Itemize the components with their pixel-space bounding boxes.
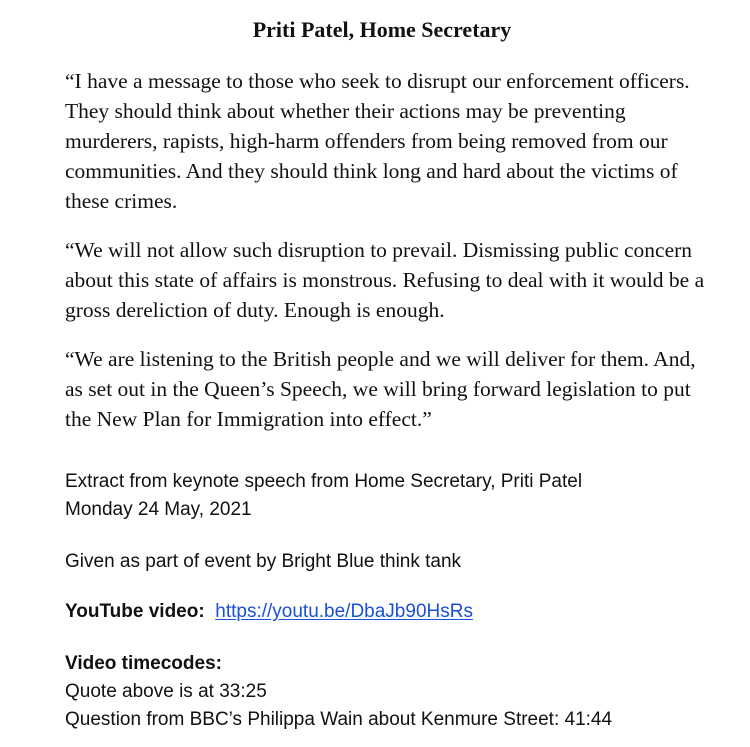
extract-line: Extract from keynote speech from Home Secretary, Priti Patel	[65, 471, 583, 492]
youtube-link[interactable]: https://youtu.be/DbaJb90HsRs	[215, 601, 473, 622]
source-info	[65, 468, 735, 524]
date-line: Monday 24 May, 2021	[65, 499, 252, 520]
youtube-label: YouTube video:	[65, 601, 205, 622]
quote-paragraph-2: “We will not allow such disruption to prevail. Dismissing public concern about this state of affairs is monstrous. Refusing to deal with it would be a gross dereliction of duty. Enough is enough.	[65, 238, 705, 322]
event-line: Given as part of event by Bright Blue think tank	[65, 551, 462, 572]
timecodes-heading: Video timecodes:	[65, 653, 222, 674]
quote-paragraph-3: “We are listening to the British people and we will deliver for them. And, as set out in the Queen’s Speech, we will bring forward legislation to put the New Plan for Immigration into effect.”	[65, 347, 696, 431]
timecode-question: Question from BBC’s Philippa Wain about Kenmure Street: 41:44	[65, 709, 613, 730]
timecodes-section	[65, 650, 735, 734]
document-title: Priti Patel, Home Secretary	[252, 17, 512, 42]
timecode-quote: Quote above is at 33:25	[65, 681, 267, 702]
youtube-line	[65, 598, 735, 626]
quote-paragraph-1: “I have a message to those who seek to disrupt our enforcement officers. They should think about whether their actions may be preventing murderers, rapists, high-harm offenders from being removed from our communities. And they should think long and hard about the victims of these crimes.	[65, 69, 690, 213]
